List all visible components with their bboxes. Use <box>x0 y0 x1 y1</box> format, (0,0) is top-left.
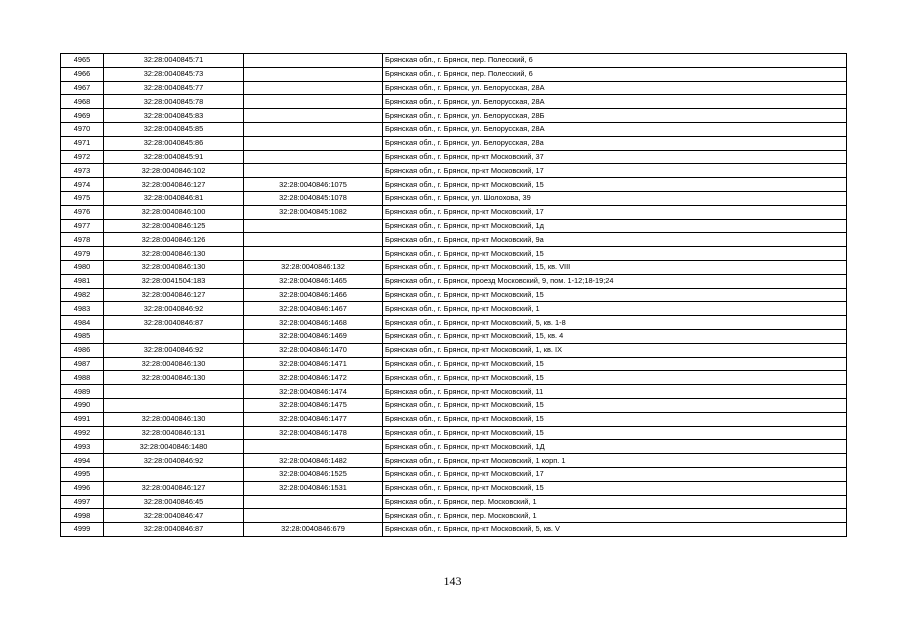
address-cell: Брянская обл., г. Брянск, ул. Белорусская, 28А <box>383 81 847 95</box>
table-row <box>61 109 847 123</box>
address-cell: Брянская обл., г. Брянск, пр-кт Московский, 1 <box>383 302 847 316</box>
row-number-cell: 4969 <box>61 109 104 123</box>
related-cadastral-number-cell: 32:28:0040846:1075 <box>244 178 383 192</box>
related-cadastral-number-cell: 32:28:0040846:1478 <box>244 426 383 440</box>
table-row <box>61 454 847 468</box>
cadastral-number-cell: 32:28:0040846:47 <box>104 509 244 523</box>
related-cadastral-number-cell: 32:28:0040846:1472 <box>244 371 383 385</box>
related-cadastral-number-cell <box>244 247 383 261</box>
row-number-cell: 4967 <box>61 81 104 95</box>
row-number-cell: 4996 <box>61 481 104 495</box>
table-row <box>61 136 847 150</box>
registry-table-body <box>61 54 847 537</box>
cadastral-number-cell: 32:28:0040846:130 <box>104 371 244 385</box>
related-cadastral-number-cell: 32:28:0040846:1477 <box>244 412 383 426</box>
address-cell: Брянская обл., г. Брянск, пр-кт Московский, 15 <box>383 357 847 371</box>
address-cell: Брянская обл., г. Брянск, пр-кт Московский, 15 <box>383 412 847 426</box>
row-number-cell: 4982 <box>61 288 104 302</box>
table-row <box>61 329 847 343</box>
cadastral-number-cell <box>104 467 244 481</box>
related-cadastral-number-cell <box>244 150 383 164</box>
address-cell: Брянская обл., г. Брянск, пр-кт Московский, 11 <box>383 385 847 399</box>
cadastral-number-cell <box>104 385 244 399</box>
address-cell: Брянская обл., г. Брянск, пр-кт Московский, 17 <box>383 164 847 178</box>
table-row <box>61 81 847 95</box>
address-cell: Брянская обл., г. Брянск, пр-кт Московский, 15, кв. VIII <box>383 260 847 274</box>
address-cell: Брянская обл., г. Брянск, пр-кт Московский, 15 <box>383 398 847 412</box>
row-number-cell: 4972 <box>61 150 104 164</box>
address-cell: Брянская обл., г. Брянск, пр-кт Московский, 17 <box>383 205 847 219</box>
cadastral-number-cell: 32:28:0040846:130 <box>104 412 244 426</box>
related-cadastral-number-cell: 32:28:0040846:1467 <box>244 302 383 316</box>
table-row <box>61 288 847 302</box>
address-cell: Брянская обл., г. Брянск, пр-кт Московский, 1Д <box>383 440 847 454</box>
address-cell: Брянская обл., г. Брянск, пр-кт Московский, 1 корп. 1 <box>383 454 847 468</box>
row-number-cell: 4977 <box>61 219 104 233</box>
row-number-cell: 4989 <box>61 385 104 399</box>
cadastral-number-cell: 32:28:0040845:85 <box>104 122 244 136</box>
address-cell: Брянская обл., г. Брянск, пр-кт Московский, 5, кв. V <box>383 523 847 537</box>
table-row <box>61 467 847 481</box>
row-number-cell: 4975 <box>61 191 104 205</box>
table-row <box>61 219 847 233</box>
address-cell: Брянская обл., г. Брянск, пр-кт Московский, 5, кв. 1-8 <box>383 316 847 330</box>
related-cadastral-number-cell: 32:28:0040846:1469 <box>244 329 383 343</box>
address-cell: Брянская обл., г. Брянск, ул. Белорусская, 28а <box>383 136 847 150</box>
row-number-cell: 4990 <box>61 398 104 412</box>
table-row <box>61 67 847 81</box>
row-number-cell: 4978 <box>61 233 104 247</box>
related-cadastral-number-cell <box>244 67 383 81</box>
related-cadastral-number-cell: 32:28:0040846:1471 <box>244 357 383 371</box>
cadastral-number-cell: 32:28:0040845:91 <box>104 150 244 164</box>
related-cadastral-number-cell: 32:28:0040845:1082 <box>244 205 383 219</box>
cadastral-number-cell: 32:28:0040845:77 <box>104 81 244 95</box>
cadastral-number-cell: 32:28:0040845:78 <box>104 95 244 109</box>
cadastral-number-cell: 32:28:0040846:92 <box>104 302 244 316</box>
cadastral-number-cell: 32:28:0040846:130 <box>104 260 244 274</box>
cadastral-number-cell: 32:28:0040846:127 <box>104 178 244 192</box>
cadastral-number-cell: 32:28:0040846:92 <box>104 343 244 357</box>
row-number-cell: 4988 <box>61 371 104 385</box>
row-number-cell: 4980 <box>61 260 104 274</box>
related-cadastral-number-cell: 32:28:0040846:1470 <box>244 343 383 357</box>
table-row <box>61 495 847 509</box>
table-row <box>61 54 847 68</box>
row-number-cell: 4986 <box>61 343 104 357</box>
address-cell: Брянская обл., г. Брянск, пр-кт Московский, 15, кв. 4 <box>383 329 847 343</box>
row-number-cell: 4991 <box>61 412 104 426</box>
table-row <box>61 302 847 316</box>
address-cell: Брянская обл., г. Брянск, пр-кт Московский, 1д <box>383 219 847 233</box>
cadastral-number-cell: 32:28:0041504:183 <box>104 274 244 288</box>
address-cell: Брянская обл., г. Брянск, проезд Московский, 9, пом. 1-12;18-19;24 <box>383 274 847 288</box>
address-cell: Брянская обл., г. Брянск, ул. Белорусская, 28А <box>383 122 847 136</box>
table-row <box>61 122 847 136</box>
related-cadastral-number-cell: 32:28:0040846:1475 <box>244 398 383 412</box>
address-cell: Брянская обл., г. Брянск, пр-кт Московский, 15 <box>383 178 847 192</box>
address-cell: Брянская обл., г. Брянск, пр-кт Московский, 15 <box>383 247 847 261</box>
cadastral-number-cell: 32:28:0040845:71 <box>104 54 244 68</box>
related-cadastral-number-cell: 32:28:0040846:1531 <box>244 481 383 495</box>
cadastral-number-cell: 32:28:0040846:125 <box>104 219 244 233</box>
address-cell: Брянская обл., г. Брянск, пр-кт Московский, 9а <box>383 233 847 247</box>
address-cell: Брянская обл., г. Брянск, пер. Московский, 1 <box>383 509 847 523</box>
cadastral-number-cell <box>104 329 244 343</box>
related-cadastral-number-cell <box>244 509 383 523</box>
cadastral-number-cell: 32:28:0040846:127 <box>104 288 244 302</box>
related-cadastral-number-cell <box>244 219 383 233</box>
row-number-cell: 4995 <box>61 467 104 481</box>
table-row <box>61 343 847 357</box>
related-cadastral-number-cell <box>244 54 383 68</box>
address-cell: Брянская обл., г. Брянск, ул. Белорусская, 28Б <box>383 109 847 123</box>
cadastral-number-cell: 32:28:0040845:83 <box>104 109 244 123</box>
cadastral-number-cell: 32:28:0040846:92 <box>104 454 244 468</box>
table-row <box>61 398 847 412</box>
table-row <box>61 191 847 205</box>
address-cell: Брянская обл., г. Брянск, пр-кт Московский, 15 <box>383 288 847 302</box>
row-number-cell: 4984 <box>61 316 104 330</box>
row-number-cell: 4971 <box>61 136 104 150</box>
row-number-cell: 4997 <box>61 495 104 509</box>
related-cadastral-number-cell <box>244 495 383 509</box>
table-row <box>61 509 847 523</box>
related-cadastral-number-cell <box>244 233 383 247</box>
cadastral-number-cell: 32:28:0040845:86 <box>104 136 244 150</box>
row-number-cell: 4973 <box>61 164 104 178</box>
cadastral-number-cell: 32:28:0040846:131 <box>104 426 244 440</box>
related-cadastral-number-cell: 32:28:0040845:1078 <box>244 191 383 205</box>
address-cell: Брянская обл., г. Брянск, пр-кт Московский, 15 <box>383 481 847 495</box>
row-number-cell: 4968 <box>61 95 104 109</box>
cadastral-number-cell: 32:28:0040846:87 <box>104 523 244 537</box>
table-row <box>61 150 847 164</box>
row-number-cell: 4974 <box>61 178 104 192</box>
row-number-cell: 4965 <box>61 54 104 68</box>
row-number-cell: 4981 <box>61 274 104 288</box>
related-cadastral-number-cell <box>244 81 383 95</box>
related-cadastral-number-cell: 32:28:0040846:1474 <box>244 385 383 399</box>
related-cadastral-number-cell: 32:28:0040846:679 <box>244 523 383 537</box>
address-cell: Брянская обл., г. Брянск, пр-кт Московский, 37 <box>383 150 847 164</box>
address-cell: Брянская обл., г. Брянск, пер. Московский, 1 <box>383 495 847 509</box>
table-row <box>61 205 847 219</box>
table-row <box>61 412 847 426</box>
related-cadastral-number-cell <box>244 164 383 178</box>
table-row <box>61 95 847 109</box>
table-row <box>61 164 847 178</box>
address-cell: Брянская обл., г. Брянск, ул. Белорусская, 28А <box>383 95 847 109</box>
cadastral-number-cell: 32:28:0040846:127 <box>104 481 244 495</box>
row-number-cell: 4970 <box>61 122 104 136</box>
related-cadastral-number-cell <box>244 440 383 454</box>
row-number-cell: 4976 <box>61 205 104 219</box>
related-cadastral-number-cell: 32:28:0040846:1465 <box>244 274 383 288</box>
table-row <box>61 357 847 371</box>
row-number-cell: 4983 <box>61 302 104 316</box>
related-cadastral-number-cell <box>244 136 383 150</box>
table-row <box>61 178 847 192</box>
row-number-cell: 4994 <box>61 454 104 468</box>
related-cadastral-number-cell: 32:28:0040846:1482 <box>244 454 383 468</box>
related-cadastral-number-cell <box>244 122 383 136</box>
row-number-cell: 4992 <box>61 426 104 440</box>
address-cell: Брянская обл., г. Брянск, пр-кт Московский, 1, кв. IX <box>383 343 847 357</box>
address-cell: Брянская обл., г. Брянск, пер. Полесский, 6 <box>383 67 847 81</box>
cadastral-number-cell: 32:28:0040846:81 <box>104 191 244 205</box>
related-cadastral-number-cell <box>244 109 383 123</box>
row-number-cell: 4966 <box>61 67 104 81</box>
registry-table <box>60 53 847 537</box>
table-row <box>61 233 847 247</box>
related-cadastral-number-cell <box>244 95 383 109</box>
address-cell: Брянская обл., г. Брянск, пр-кт Московский, 15 <box>383 426 847 440</box>
table-row <box>61 274 847 288</box>
cadastral-number-cell: 32:28:0040846:102 <box>104 164 244 178</box>
cadastral-number-cell: 32:28:0040846:100 <box>104 205 244 219</box>
row-number-cell: 4993 <box>61 440 104 454</box>
cadastral-number-cell: 32:28:0040846:130 <box>104 247 244 261</box>
row-number-cell: 4998 <box>61 509 104 523</box>
table-row <box>61 426 847 440</box>
row-number-cell: 4999 <box>61 523 104 537</box>
table-row <box>61 371 847 385</box>
related-cadastral-number-cell: 32:28:0040846:1468 <box>244 316 383 330</box>
cadastral-number-cell: 32:28:0040846:45 <box>104 495 244 509</box>
address-cell: Брянская обл., г. Брянск, пер. Полесский, 6 <box>383 54 847 68</box>
related-cadastral-number-cell: 32:28:0040846:132 <box>244 260 383 274</box>
cadastral-number-cell: 32:28:0040846:130 <box>104 357 244 371</box>
row-number-cell: 4985 <box>61 329 104 343</box>
related-cadastral-number-cell: 32:28:0040846:1525 <box>244 467 383 481</box>
address-cell: Брянская обл., г. Брянск, пр-кт Московский, 15 <box>383 371 847 385</box>
table-row <box>61 385 847 399</box>
row-number-cell: 4987 <box>61 357 104 371</box>
table-row <box>61 316 847 330</box>
row-number-cell: 4979 <box>61 247 104 261</box>
cadastral-number-cell: 32:28:0040846:126 <box>104 233 244 247</box>
table-row <box>61 481 847 495</box>
table-row <box>61 247 847 261</box>
table-row <box>61 260 847 274</box>
address-cell: Брянская обл., г. Брянск, пр-кт Московский, 17 <box>383 467 847 481</box>
related-cadastral-number-cell: 32:28:0040846:1466 <box>244 288 383 302</box>
address-cell: Брянская обл., г. Брянск, ул. Шолохова, 39 <box>383 191 847 205</box>
table-row <box>61 440 847 454</box>
page-number: 143 <box>443 574 462 588</box>
cadastral-number-cell: 32:28:0040846:1480 <box>104 440 244 454</box>
cadastral-number-cell: 32:28:0040846:87 <box>104 316 244 330</box>
table-row <box>61 523 847 537</box>
cadastral-number-cell: 32:28:0040845:73 <box>104 67 244 81</box>
cadastral-number-cell <box>104 398 244 412</box>
